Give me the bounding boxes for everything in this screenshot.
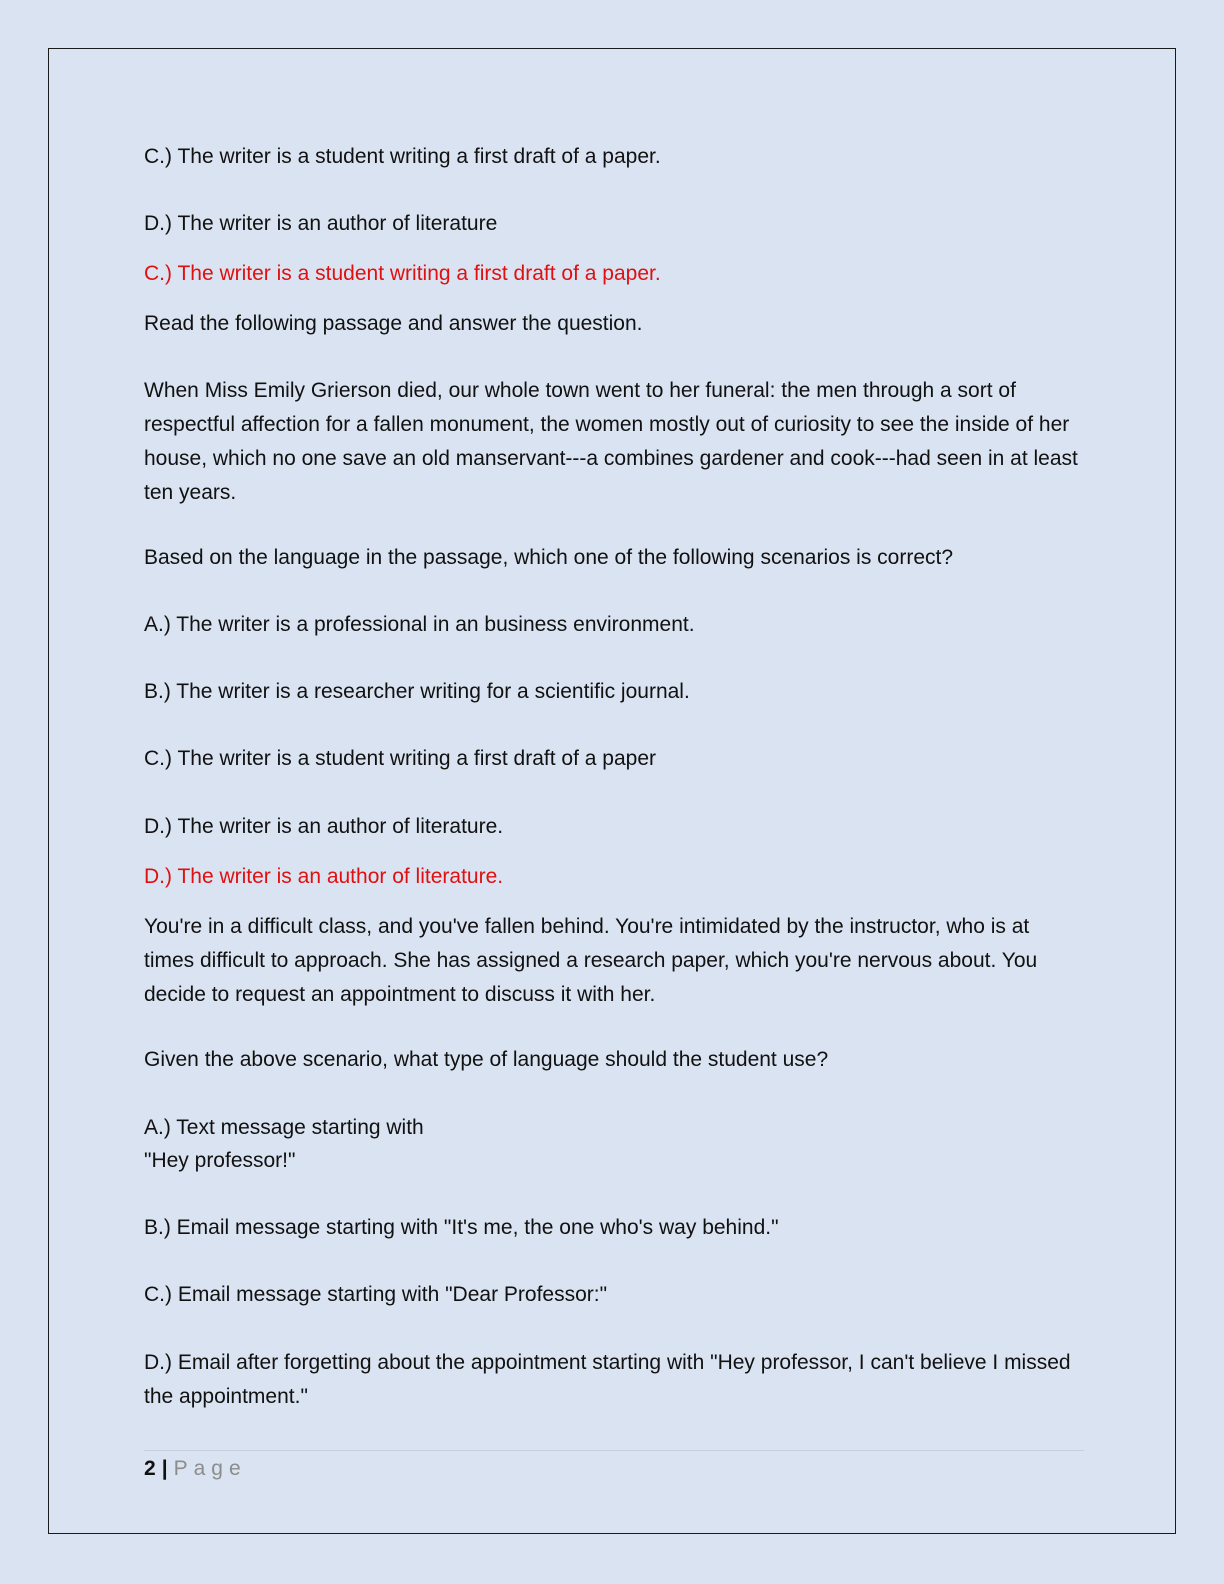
footer-separator: | <box>161 1457 168 1480</box>
q3-question: Given the above scenario, what type of language should the student use? <box>144 1048 829 1071</box>
q2-option-b: B.) The writer is a researcher writing for a scientific journal. <box>144 680 690 703</box>
q2-instruction: Read the following passage and answer the question. <box>144 312 643 335</box>
q3-option-a-line2: "Hey professor!" <box>144 1149 296 1172</box>
q1-answer: C.) The writer is a student writing a first draft of a paper. <box>144 262 661 285</box>
q2-answer: D.) The writer is an author of literature. <box>144 865 504 888</box>
q3-option-d: D.) Email after forgetting about the appointment starting with "Hey professor, I can't believe I missed the appointment." <box>144 1351 1071 1408</box>
page-label: Page <box>173 1457 247 1480</box>
q2-option-c: C.) The writer is a student writing a first draft of a paper <box>144 747 656 770</box>
page-footer <box>144 1455 247 1483</box>
q3-option-a-line1: A.) Text message starting with <box>144 1116 424 1139</box>
q2-option-a: A.) The writer is a professional in an business environment. <box>144 613 695 636</box>
q2-question: Based on the language in the passage, which one of the following scenarios is correct? <box>144 546 954 569</box>
q2-passage: When Miss Emily Grierson died, our whole town went to her funeral: the men through a sort of respectful affection for a fallen monument, the women mostly out of curiosity to see the inside of her house, which no one save an old manservant---a combines gardener and cook---had seen in at least ten years. <box>144 379 1078 504</box>
q3-option-c: C.) Email message starting with "Dear Professor:" <box>144 1283 608 1306</box>
q1-option-c: C.) The writer is a student writing a first draft of a paper. <box>144 145 661 168</box>
q1-option-d: D.) The writer is an author of literature <box>144 212 498 235</box>
q2-option-d: D.) The writer is an author of literature. <box>144 815 504 838</box>
q3-scenario: You're in a difficult class, and you've fallen behind. You're intimidated by the instructor, who is at times difficult to approach. She has assigned a research paper, which you're nervous about. You decide to request an appointment to discuss it with her. <box>144 915 1038 1006</box>
q3-option-b: B.) Email message starting with "It's me, the one who's way behind." <box>144 1216 779 1239</box>
page-number: 2 <box>144 1457 156 1480</box>
footer-divider <box>144 1450 1084 1451</box>
